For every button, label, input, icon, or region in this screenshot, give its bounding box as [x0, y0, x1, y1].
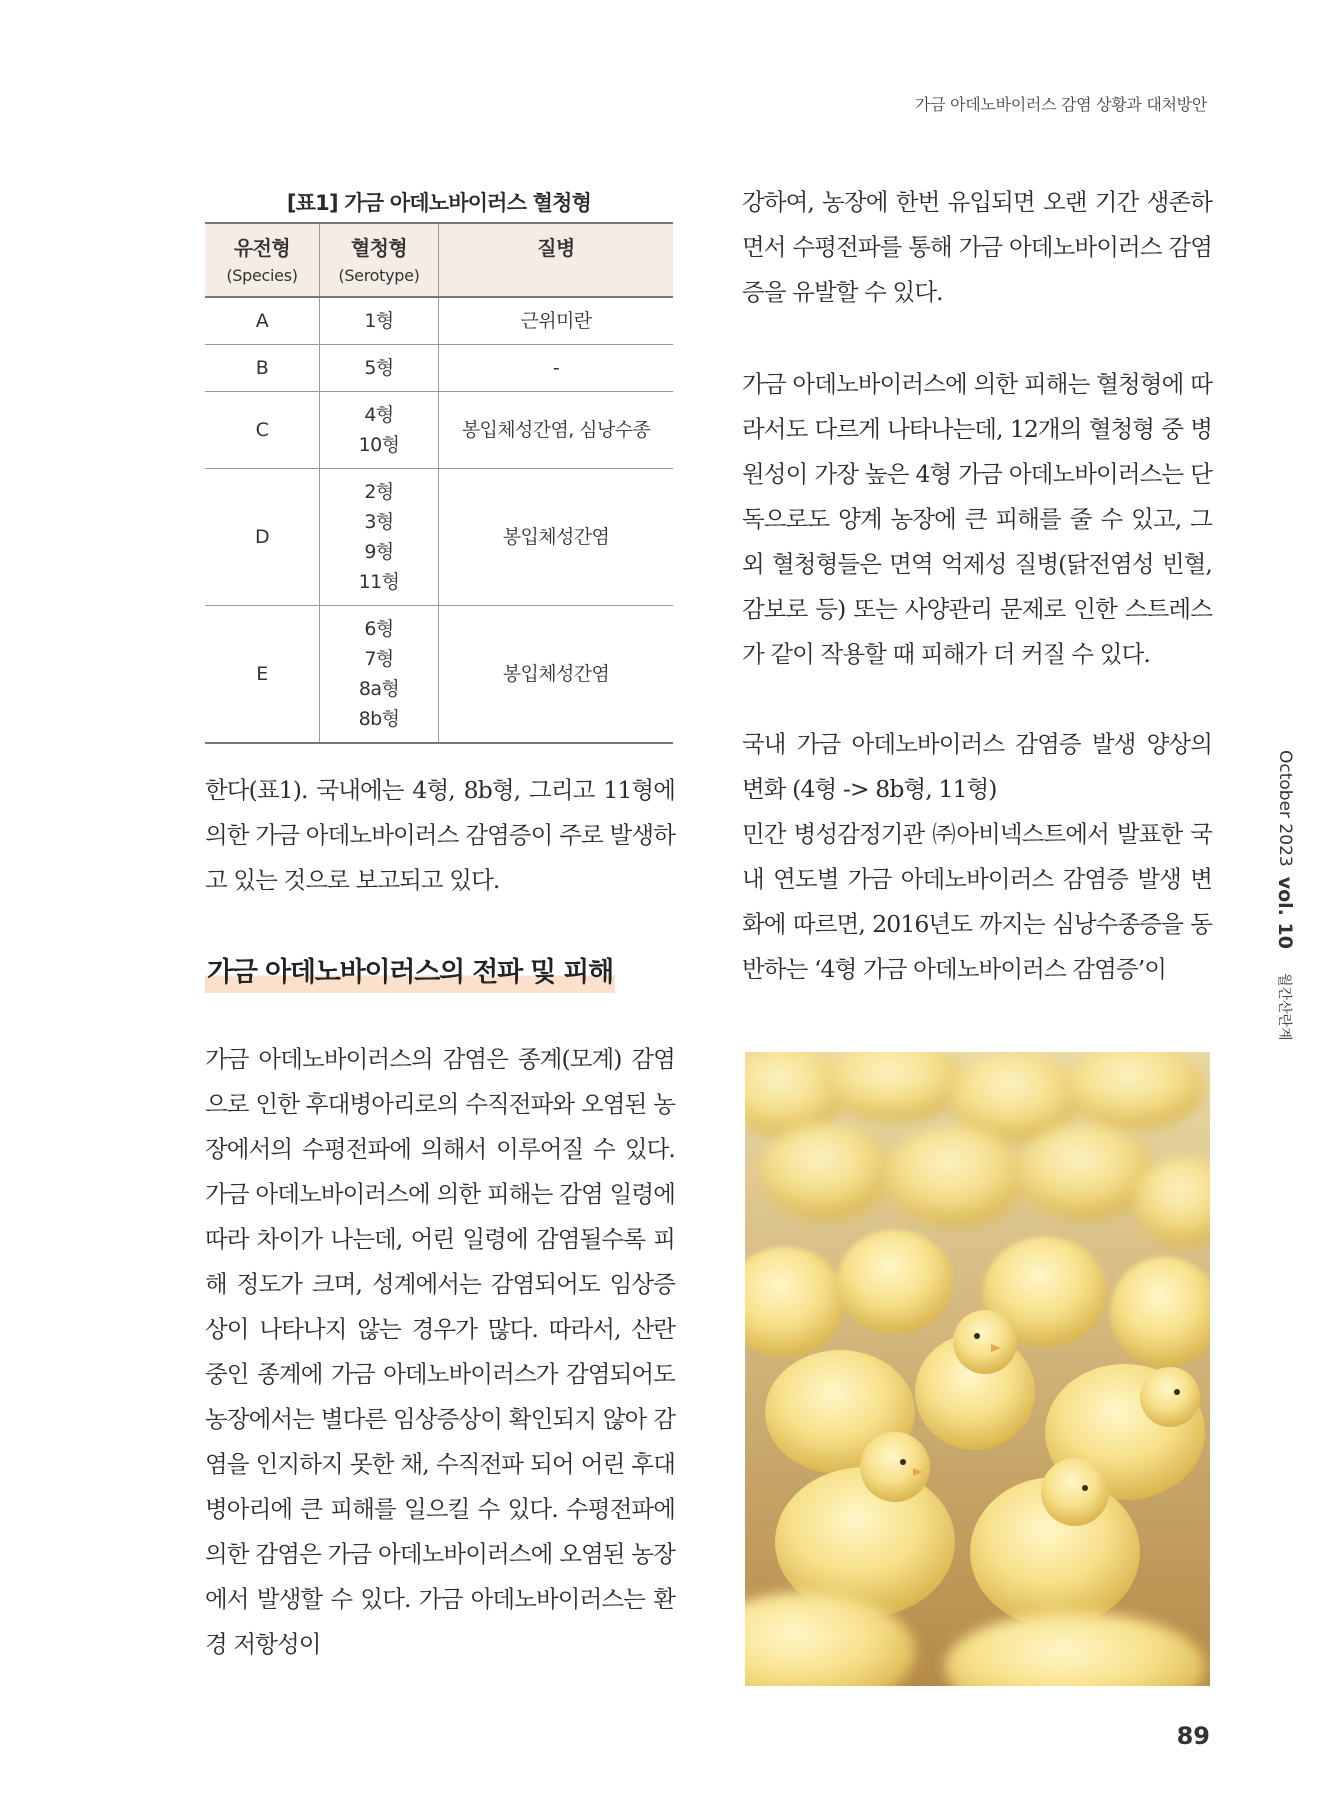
page-number: 89: [1176, 1722, 1210, 1750]
serotype-value: 10형: [358, 434, 400, 456]
table-row: [205, 392, 673, 469]
chicks-illustration: [745, 1052, 1210, 1686]
header-serotype: [320, 223, 439, 297]
disease-cell: 근위미란: [439, 297, 674, 345]
header-species-main: 유전형: [233, 236, 291, 260]
table-row: [205, 297, 673, 345]
table-row: [205, 469, 673, 606]
serotype-value: 6형: [364, 618, 394, 640]
serotype-value: 8a형: [358, 678, 400, 700]
header-disease-main: 질병: [537, 236, 575, 260]
right-paragraph-3: 국내 가금 아데노바이러스 감염증 발생 양상의 변화 (4형 -> 8b형, 11형): [742, 730, 1212, 803]
serotype-value: 11형: [358, 571, 400, 593]
serotype-cell: [320, 345, 439, 392]
serotype-value: 2형: [364, 481, 394, 503]
right-paragraph-1: 강하여, 농장에 한번 유입되면 오랜 기간 생존하면서 수평전파를 통해 가금 아데노바이러스 감염증을 유발할 수 있다.: [742, 188, 1212, 306]
volume-label: vol. 10: [1274, 876, 1296, 949]
table-row: [205, 345, 673, 392]
species-cell: C: [205, 392, 320, 469]
serotype-cell: [320, 392, 439, 469]
table-row: [205, 606, 673, 744]
disease-cell: -: [439, 345, 674, 392]
left-paragraph-2: 가금 아데노바이러스의 감염은 종계(모계) 감염으로 인한 후대병아리로의 수직전파와 오염된 농장에서의 수평전파에 의해서 이루어질 수 있다. 가금 아데노바이러스에 의한 피해는 감염 일령에 따라 차이가 나는데, 어린 일령에 감염될수록 피해 정도가 크며, 성계에서는 감염되어도 임상증상이 나타나지 않는 경우가 많다. 따라서, 산란 중인 종계에 가금 아데노바이러스가 감염되어도 농장에서는 별다른 임상증상이 확인되지 않아 감염을 인지하지 못한 채, 수직전파 되어 어린 후대병아리에 큰 피해를 일으킬 수 있다. 수평전파에 의한 감염은 가금 아데노바이러스에 오염된 농장에서 발생할 수 있다. 가금 아데노바이러스는 환경 저항성이: [205, 1045, 675, 1658]
magazine-name: 월간산란계: [1276, 972, 1292, 1041]
disease-cell: 봉입체성간염: [439, 606, 674, 744]
serotype-cell: [320, 297, 439, 345]
header-disease: [439, 223, 674, 297]
header-serotype-sub: (Serotype): [338, 266, 420, 285]
right-paragraph-2: 가금 아데노바이러스에 의한 피해는 혈청형에 따라서도 다르게 나타나는데, 12개의 혈청형 중 병원성이 가장 높은 4형 가금 아데노바이러스는 단독으로도 양계 농장에 큰 피해를 줄 수 있고, 그 외 혈청형들은 면역 억제성 질병(닭전염성 빈혈, 감보로 등) 또는 사양관리 문제로 인한 스트레스가 같이 작용할 때 피해가 더 커질 수 있다.: [742, 370, 1212, 668]
chicks-photo: [745, 1052, 1210, 1686]
serotype-value: 8b형: [358, 708, 400, 730]
table-caption: [표1] 가금 아데노바이러스 혈청형: [286, 191, 592, 215]
serotype-value: 4형: [364, 404, 394, 426]
serotype-value: 7형: [364, 648, 394, 670]
right-paragraph-4: 민간 병성감정기관 ㈜아비넥스트에서 발표한 국내 연도별 가금 아데노바이러스 감염증 발생 변화에 따르면, 2016년도 까지는 심낭수종증을 동반하는 ‘4형 가금 아데노바이러스 감염증’이: [742, 820, 1212, 983]
species-cell: D: [205, 469, 320, 606]
species-cell: A: [205, 297, 320, 345]
running-header: 가금 아데노바이러스 감염 상황과 대처방안: [915, 95, 1207, 114]
table-header-row: [205, 223, 673, 297]
serotype-cell: [320, 606, 439, 744]
species-cell: E: [205, 606, 320, 744]
serotype-table: [205, 222, 673, 744]
serotype-value: 9형: [364, 541, 394, 563]
header-serotype-main: 혈청형: [350, 236, 408, 260]
serotype-value: 1형: [364, 310, 394, 332]
disease-cell: 봉입체성간염: [439, 469, 674, 606]
section-heading: 가금 아데노바이러스의 전파 및 피해: [205, 953, 615, 993]
issue-date: October 2023: [1275, 750, 1295, 867]
serotype-value: 3형: [364, 511, 394, 533]
header-species-sub: (Species): [226, 266, 298, 285]
header-species: [205, 223, 320, 297]
species-cell: B: [205, 345, 320, 392]
serotype-value: 5형: [364, 357, 394, 379]
disease-cell: 봉입체성간염, 심낭수종: [439, 392, 674, 469]
serotype-cell: [320, 469, 439, 606]
side-tab: [1270, 750, 1300, 1041]
left-paragraph-1: 한다(표1). 국내에는 4형, 8b형, 그리고 11형에 의한 가금 아데노바이러스 감염증이 주로 발생하고 있는 것으로 보고되고 있다.: [205, 776, 675, 894]
